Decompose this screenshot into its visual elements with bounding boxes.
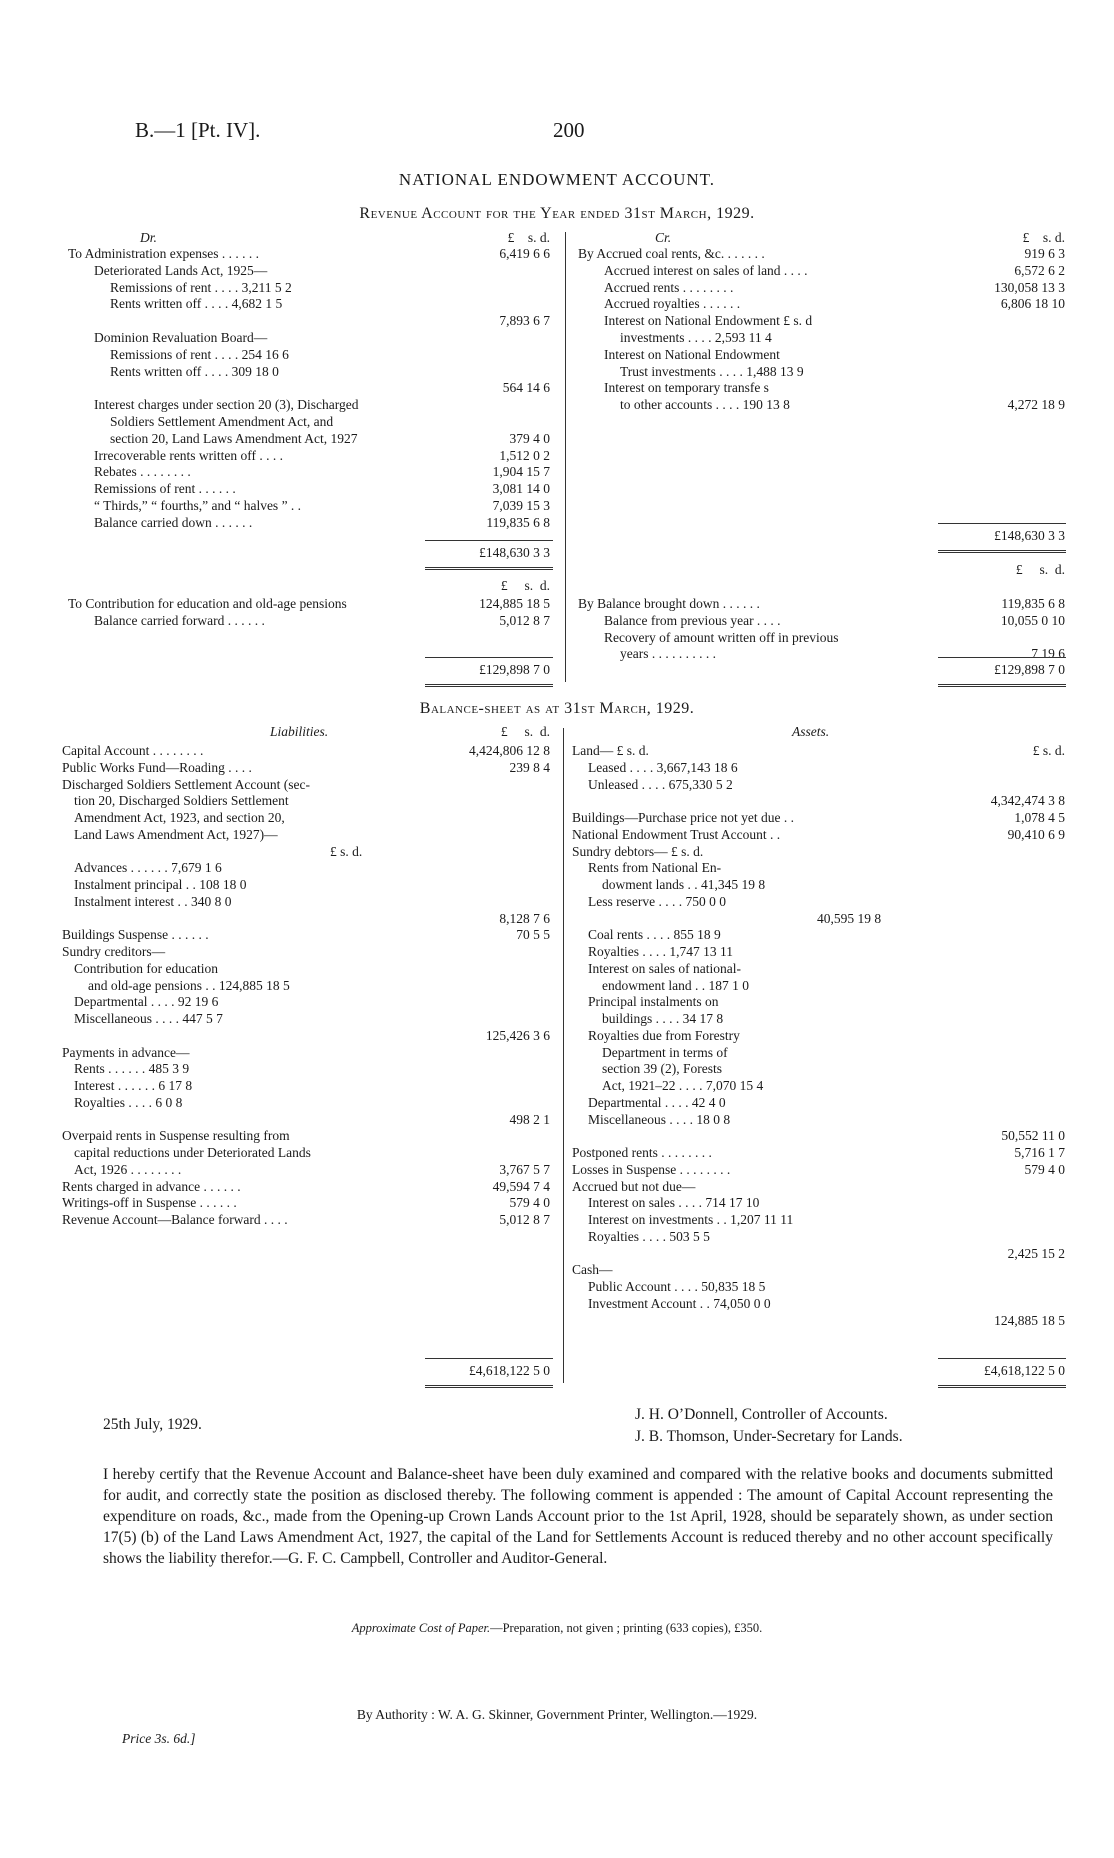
ledger-line-text: Interest on National Endowment £ s. d bbox=[604, 313, 813, 329]
ledger-line-amount: 50,552 11 0 bbox=[1001, 1128, 1065, 1144]
dr-total: £148,630 3 3 bbox=[479, 545, 550, 560]
ledger-line-text: Capital Account . . . . . . . . bbox=[62, 743, 204, 758]
ledger-line-text: Rents from National En- bbox=[588, 860, 722, 876]
ledger-line-text: Accrued but not due— bbox=[572, 1178, 696, 1194]
ledger-line-text: Overpaid rents in Suspense resulting from bbox=[62, 1128, 290, 1144]
ledger-line-amount: 379 4 0 bbox=[509, 430, 550, 446]
ledger-line-text: Less reserve . . . . 750 0 0 bbox=[588, 893, 726, 909]
ledger-line-text: section 20, Land Laws Amendment Act, 1927 bbox=[110, 430, 358, 446]
ledger-line-amount: £ s. d. bbox=[1032, 743, 1065, 758]
signature-under-secretary: J. B. Thomson, Under-Secretary for Lands. bbox=[635, 1428, 903, 1445]
dr-label: Dr. bbox=[140, 230, 157, 245]
rule bbox=[938, 523, 1066, 524]
ledger-line-text: Act, 1921–22 . . . . 7,070 15 4 bbox=[602, 1078, 764, 1093]
ledger-line-text: Departmental . . . . 42 4 0 bbox=[588, 1094, 726, 1110]
dr2-currency-header: £ s. d. bbox=[500, 578, 550, 593]
ledger-line-text: section 39 (2), Forests bbox=[602, 1061, 722, 1077]
ledger-line-text: £ s. d. bbox=[330, 843, 363, 859]
ledger-line-amount: 4,272 18 9 bbox=[1007, 397, 1065, 413]
ledger-line-text: Coal rents . . . . 855 18 9 bbox=[588, 927, 721, 943]
ledger-line-text: Instalment interest . . 340 8 0 bbox=[74, 893, 232, 909]
ledger-line-text: Remissions of rent . . . . 3,211 5 2 bbox=[110, 279, 292, 295]
ledger-line-text: Sundry creditors— bbox=[62, 944, 166, 959]
ledger-line-text: Accrued interest on sales of land . . . . bbox=[604, 262, 808, 278]
dr-currency-header: £ s. d. bbox=[507, 230, 550, 245]
asset-total: £4,618,122 5 0 bbox=[984, 1363, 1065, 1378]
ledger-line-amount: 6,419 6 6 bbox=[499, 246, 550, 261]
ledger-line-amount: 5,012 8 7 bbox=[499, 612, 550, 628]
ledger-line-amount: 579 4 0 bbox=[1024, 1161, 1065, 1177]
ledger-line-amount: 6,572 6 2 bbox=[1014, 262, 1065, 278]
cr-label: Cr. bbox=[655, 230, 672, 245]
ledger-line-text: Payments in advance— bbox=[62, 1044, 190, 1060]
ledger-line-amount: 1,078 4 5 bbox=[1014, 810, 1065, 825]
ledger-line-text: Buildings—Purchase price not yet due . . bbox=[572, 810, 794, 825]
ledger-line-text: Departmental . . . . 92 19 6 bbox=[74, 994, 219, 1010]
audit-certificate: I hereby certify that the Revenue Account and Balance-sheet have been duly examined and compared with the relative books and documents submitted for audit, and correctly state the position as disclosed thereby. The following comment is appended : The amount of Capital Account representing the expenditure on roads, &c., made from the Opening-up Crown Lands Account prior to the 1st April, 1928, should be separately shown, as under section 17(5) (b) of the Land Laws Amendment Act, 1927, the capital of the Land for Settlements Account is reduced thereby and no other account specifically shows the liability therefor.—G. F. C. Campbell, Controller and Auditor-General. bbox=[103, 1466, 1053, 1567]
ledger-line-text: Writings-off in Suspense . . . . . . bbox=[62, 1195, 237, 1211]
ledger-line-amount: 90,410 6 9 bbox=[1007, 826, 1065, 842]
liabilities-label: Liabilities. bbox=[270, 724, 329, 739]
ledger-line-text: Accrued royalties . . . . . . bbox=[604, 296, 741, 312]
ledger-line-amount: 7,893 6 7 bbox=[499, 313, 550, 329]
ledger-line-text: to other accounts . . . . 190 13 8 bbox=[620, 397, 790, 413]
ledger-line-text: Buildings Suspense . . . . . . bbox=[62, 927, 209, 943]
ledger-line-text: Royalties . . . . 503 5 5 bbox=[588, 1228, 710, 1244]
ledger-line-text: Rebates . . . . . . . . bbox=[94, 464, 191, 480]
ledger-line-text: 40,595 19 8 bbox=[817, 910, 882, 926]
ledger-line-text: Interest on temporary transfe s bbox=[604, 380, 769, 396]
ledger-line-text: Rents written off . . . . 4,682 1 5 bbox=[110, 296, 283, 312]
ledger-line-text: Cash— bbox=[572, 1262, 613, 1278]
ledger-line-text: Royalties . . . . 1,747 13 11 bbox=[588, 944, 733, 959]
ledger-line-text: Public Account . . . . 50,835 18 5 bbox=[588, 1279, 766, 1294]
page-title: NATIONAL ENDOWMENT ACCOUNT. bbox=[398, 170, 716, 189]
ledger-line-amount: 498 2 1 bbox=[509, 1111, 550, 1127]
revenue-divider bbox=[565, 232, 566, 682]
rule bbox=[425, 657, 553, 658]
ledger-line-amount: 919 6 3 bbox=[1024, 246, 1065, 261]
ledger-line-text: National Endowment Trust Account . . bbox=[572, 826, 781, 842]
ledger-line-text: Act, 1926 . . . . . . . . bbox=[74, 1161, 182, 1177]
ledger-line-amount: 124,885 18 5 bbox=[994, 1312, 1065, 1328]
cr2-currency-header: £ s. d. bbox=[1015, 562, 1065, 577]
ledger-line-text: Royalties due from Forestry bbox=[588, 1027, 740, 1043]
ledger-line-amount: 6,806 18 10 bbox=[1000, 296, 1065, 312]
ledger-line-text: Interest on sales of national- bbox=[588, 960, 741, 976]
ledger-line-text: Discharged Soldiers Settlement Account (sec- bbox=[62, 776, 310, 792]
ledger-line-amount: 239 8 4 bbox=[509, 759, 550, 775]
ledger-line-amount: 5,012 8 7 bbox=[499, 1212, 550, 1227]
ledger-line-text: endowment land . . 187 1 0 bbox=[602, 977, 749, 993]
ledger-line-text: Postponed rents . . . . . . . . bbox=[572, 1145, 712, 1160]
rule bbox=[938, 550, 1066, 553]
ledger-line-text: Balance carried down . . . . . . bbox=[94, 514, 253, 530]
ledger-line-text: Remissions of rent . . . . 254 16 6 bbox=[110, 346, 289, 362]
ledger-line-text: Investment Account . . 74,050 0 0 bbox=[588, 1295, 771, 1311]
cost-of-paper: Approximate Cost of Paper.—Preparation, not given ; printing (633 copies), £350. bbox=[351, 1621, 763, 1635]
ledger-line-amount: 125,426 3 6 bbox=[485, 1027, 550, 1043]
ledger-line-amount: 564 14 6 bbox=[502, 380, 550, 396]
ledger-line-text: Instalment principal . . 108 18 0 bbox=[74, 877, 247, 892]
ledger-line-text: Interest on sales . . . . 714 17 10 bbox=[588, 1195, 760, 1211]
ledger-line-text: Interest . . . . . . 6 17 8 bbox=[74, 1078, 193, 1093]
ledger-line-text: years . . . . . . . . . . bbox=[620, 646, 716, 662]
ledger-line-amount: 3,767 5 7 bbox=[499, 1161, 550, 1177]
ledger-line-text: Accrued rents . . . . . . . . bbox=[604, 279, 734, 295]
ledger-line-text: Land— £ s. d. bbox=[572, 743, 649, 758]
ledger-line-text: Interest on National Endowment bbox=[604, 346, 780, 362]
ledger-line-text: Amendment Act, 1923, and section 20, bbox=[74, 810, 285, 825]
ledger-line-text: Irrecoverable rents written off . . . . bbox=[94, 447, 284, 463]
balance-sheet-heading: Balance-sheet as at 31st March, 1929. bbox=[419, 700, 695, 717]
rule bbox=[938, 1358, 1066, 1359]
signature-controller: J. H. O’Donnell, Controller of Accounts. bbox=[635, 1406, 888, 1423]
printer-authority: By Authority : W. A. G. Skinner, Government Printer, Wellington.—1929. bbox=[356, 1707, 758, 1722]
cr2-total: £129,898 7 0 bbox=[994, 662, 1065, 677]
cr-currency-header: £ s. d. bbox=[1022, 230, 1065, 245]
ledger-line-text: Losses in Suspense . . . . . . . . bbox=[572, 1161, 731, 1177]
ledger-line-text: Land Laws Amendment Act, 1927)— bbox=[74, 826, 278, 842]
ledger-line-amount: 119,835 6 8 bbox=[1001, 596, 1065, 611]
ledger-line-text: Department in terms of bbox=[602, 1044, 728, 1060]
ledger-line-text: Unleased . . . . 675,330 5 2 bbox=[588, 776, 733, 792]
rule bbox=[425, 567, 553, 570]
ledger-line-amount: 3,081 14 0 bbox=[492, 481, 550, 497]
ledger-line-amount: 8,128 7 6 bbox=[499, 910, 550, 926]
ledger-line-text: dowment lands . . 41,345 19 8 bbox=[602, 877, 766, 892]
rule bbox=[938, 657, 1066, 658]
rule bbox=[425, 540, 553, 541]
ledger-line-text: Dominion Revaluation Board— bbox=[94, 330, 268, 345]
ledger-line-amount: 4,342,474 3 8 bbox=[990, 793, 1065, 809]
revenue-account-heading: Revenue Account for the Year ended 31st March, 1929. bbox=[359, 205, 755, 222]
ledger-line-amount: 49,594 7 4 bbox=[492, 1178, 550, 1194]
ledger-line-text: Soldiers Settlement Amendment Act, and bbox=[110, 414, 334, 429]
rule bbox=[425, 684, 553, 687]
ledger-line-amount: 119,835 6 8 bbox=[486, 514, 550, 530]
ledger-line-text: By Balance brought down . . . . . . bbox=[578, 596, 760, 611]
ledger-line-text: Balance from previous year . . . . bbox=[604, 612, 781, 628]
document-reference: B.—1 [Pt. IV]. bbox=[135, 118, 261, 142]
ledger-line-amount: 2,425 15 2 bbox=[1007, 1245, 1065, 1261]
ledger-line-text: Principal instalments on bbox=[588, 994, 719, 1010]
liab-total: £4,618,122 5 0 bbox=[469, 1363, 550, 1378]
ledger-line-text: and old-age pensions . . 124,885 18 5 bbox=[88, 977, 290, 993]
price: Price 3s. 6d.] bbox=[122, 1731, 196, 1746]
ledger-line-text: Miscellaneous . . . . 447 5 7 bbox=[74, 1011, 223, 1026]
rule bbox=[938, 1385, 1066, 1388]
ledger-line-text: tion 20, Discharged Soldiers Settlement bbox=[74, 793, 289, 809]
ledger-line-text: To Contribution for education and old-age pensions bbox=[68, 596, 347, 611]
ledger-line-amount: 70 5 5 bbox=[516, 927, 550, 943]
ledger-line-text: Interest charges under section 20 (3), Discharged bbox=[94, 397, 359, 413]
ledger-line-text: Rents written off . . . . 309 18 0 bbox=[110, 363, 279, 379]
page-number: 200 bbox=[553, 118, 585, 142]
liab-currency-header: £ s. d. bbox=[500, 724, 550, 739]
assets-label: Assets. bbox=[792, 724, 830, 739]
rule bbox=[425, 1385, 553, 1388]
ledger-line-text: Rents . . . . . . 485 3 9 bbox=[74, 1061, 190, 1077]
ledger-line-text: By Accrued coal rents, &c. . . . . . . bbox=[578, 246, 765, 261]
ledger-line-text: Advances . . . . . . 7,679 1 6 bbox=[74, 860, 222, 876]
ledger-line-amount: 1,512 0 2 bbox=[499, 447, 550, 463]
ledger-line-amount: 10,055 0 10 bbox=[1000, 612, 1065, 628]
ledger-line-text: Contribution for education bbox=[74, 960, 218, 976]
ledger-line-text: Revenue Account—Balance forward . . . . bbox=[62, 1212, 288, 1227]
ledger-line-amount: 7 19 6 bbox=[1031, 646, 1065, 662]
rule bbox=[938, 684, 1066, 687]
ledger-line-text: Trust investments . . . . 1,488 13 9 bbox=[620, 363, 804, 379]
ledger-line-text: “ Thirds,” “ fourths,” and “ halves ” . . bbox=[94, 498, 302, 513]
ledger-line-text: Deteriorated Lands Act, 1925— bbox=[94, 262, 268, 278]
ledger-line-text: capital reductions under Deteriorated Lands bbox=[74, 1145, 311, 1160]
ledger-line-text: Public Works Fund—Roading . . . . bbox=[62, 759, 252, 775]
ledger-line-amount: 4,424,806 12 8 bbox=[469, 743, 550, 758]
ledger-line-text: buildings . . . . 34 17 8 bbox=[602, 1011, 724, 1026]
ledger-line-text: Balance carried forward . . . . . . bbox=[94, 612, 265, 628]
ledger-line-text: To Administration expenses . . . . . . bbox=[68, 246, 260, 261]
balance-divider bbox=[563, 728, 564, 1383]
ledger-line-text: investments . . . . 2,593 11 4 bbox=[620, 330, 772, 345]
ledger-line-amount: 5,716 1 7 bbox=[1014, 1145, 1065, 1160]
ledger-line-text: Miscellaneous . . . . 18 0 8 bbox=[588, 1111, 731, 1127]
ledger-line-text: Recovery of amount written off in previous bbox=[604, 629, 839, 645]
rule bbox=[425, 1358, 553, 1359]
ledger-line-text: Leased . . . . 3,667,143 18 6 bbox=[588, 759, 738, 775]
ledger-line-amount: 579 4 0 bbox=[509, 1195, 550, 1211]
cr-total: £148,630 3 3 bbox=[994, 528, 1065, 543]
ledger-line-amount: 7,039 15 3 bbox=[492, 498, 550, 513]
ledger-line-amount: 1,904 15 7 bbox=[492, 464, 550, 480]
ledger-line-text: Sundry debtors— £ s. d. bbox=[572, 843, 704, 859]
ledger-line-text: Interest on investments . . 1,207 11 11 bbox=[588, 1212, 794, 1227]
dr2-total: £129,898 7 0 bbox=[479, 662, 550, 677]
signature-date: 25th July, 1929. bbox=[103, 1416, 202, 1433]
ledger-line-text: Rents charged in advance . . . . . . bbox=[62, 1178, 241, 1194]
ledger-line-amount: 130,058 13 3 bbox=[994, 279, 1065, 295]
ledger-line-amount: 124,885 18 5 bbox=[479, 596, 550, 611]
ledger-line-text: Royalties . . . . 6 0 8 bbox=[74, 1094, 183, 1110]
ledger-line-text: Remissions of rent . . . . . . bbox=[94, 481, 236, 497]
